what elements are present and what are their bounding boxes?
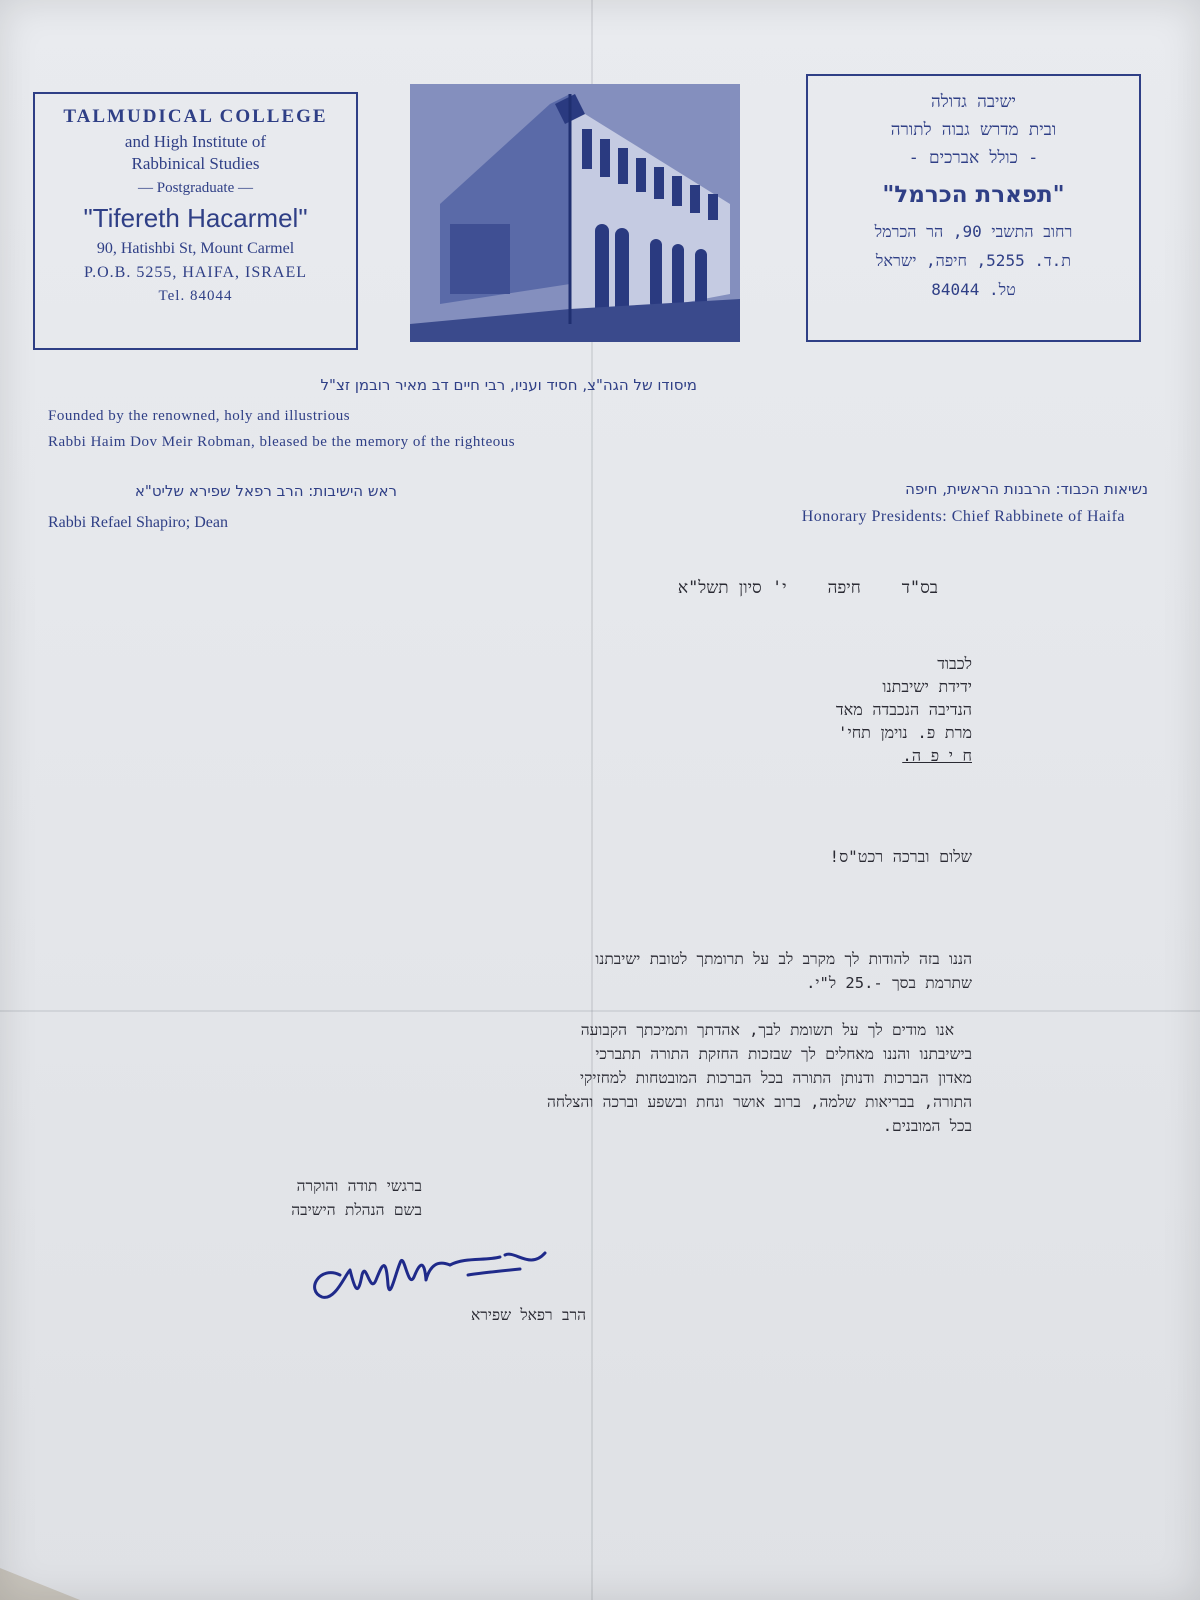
paragraph-line: שתרמת בסך -.25 ל"י. (806, 974, 972, 992)
letterhead-hebrew-box (806, 74, 1141, 342)
beit-midrash-line: ובית מדרש גבוה לתורה (890, 120, 1057, 140)
yeshiva-title: ישיבה גדולה (930, 92, 1017, 112)
folded-corner (0, 1568, 80, 1600)
paragraph-1 (595, 947, 972, 995)
founded-english-line2: Rabbi Haim Dov Meir Robman, bleased be the memory of the righteous (48, 434, 516, 450)
closing-block (291, 1174, 422, 1222)
address-line: מרת פ. נוימן תחי' (837, 723, 972, 742)
kollel-line: - כולל אברכים - (908, 148, 1039, 168)
letterhead-english-box (33, 92, 358, 350)
po-box-hebrew: ת.ד. 5255, חיפה, ישראל (875, 251, 1072, 270)
telephone: Tel. 84044 (158, 288, 233, 304)
recipient-address-block (836, 652, 972, 767)
studies-line: Rabbinical Studies (131, 154, 260, 173)
honorary-presidents-english: Honorary Presidents: Chief Rabbinete of Haifa (801, 508, 1125, 525)
college-title: TALMUDICAL COLLEGE (63, 106, 328, 127)
horizontal-fold-line (0, 1010, 1200, 1012)
handwritten-signature (300, 1235, 570, 1315)
address-line: ידידת ישיבתנו (882, 677, 972, 696)
dean-english: Rabbi Refael Shapiro; Dean (48, 514, 228, 531)
street-address: 90, Hatishbi St, Mount Carmel (96, 240, 295, 257)
paragraph-line: בכל המובנים. (882, 1117, 972, 1135)
signer-name: הרב רפאל שפירא (470, 1306, 586, 1324)
yeshiva-name-hebrew: "תפארת הכרמל" (882, 182, 1065, 208)
dateline: בס"ד חיפה י' סיון תשל"א (677, 578, 938, 598)
paragraph-line: בישיבתנו והננו מאחלים לך שבזכות החזקת התורה תתברכי (595, 1045, 972, 1063)
paragraph-2 (547, 1018, 972, 1138)
college-name: "Tifereth Hacarmel" (83, 203, 308, 233)
address-line: לכבוד (937, 654, 972, 673)
po-box: P.O.B. 5255, HAIFA, ISRAEL (83, 264, 308, 281)
building-illustration (410, 84, 740, 342)
telephone-hebrew: טל. 84044 (931, 280, 1016, 299)
closing-line: בשם הנהלת הישיבה (291, 1201, 422, 1219)
address-line-city: ח י פ ה. (902, 746, 972, 765)
paragraph-line: הננו בזה להודות לך מקרב לב על תרומתך לטובת ישיבתנו (595, 950, 972, 968)
closing-line: ברגשי תודה והוקרה (296, 1177, 422, 1195)
dean-hebrew: ראש הישיבות: הרב רפאל שפירא שליט"א (134, 482, 397, 500)
street-address-hebrew: רחוב התשבי 90, הר הכרמל (874, 222, 1073, 241)
founded-english-line1: Founded by the renowned, holy and illustrious (48, 408, 351, 424)
paragraph-line: אנו מודים לך על תשומת לבך, אהדתך ותמיכתך הקבועה (580, 1021, 954, 1039)
paragraph-line: התורה, בבריאות שלמה, ברוב אושר ונחת ובשפע וברכה והצלחה (546, 1093, 972, 1111)
institute-line: and High Institute of (124, 132, 267, 151)
paragraph-line: מאדון הברכות ודנותן התורה בכל הברכות המובטחות למחזיקי (579, 1069, 972, 1087)
founded-hebrew: מיסודו של הגה"צ, חסיד ועניו, רבי חיים דב מאיר רובמן זצ"ל (320, 376, 697, 394)
greeting: שלום וברכה רכט"ס! (829, 847, 972, 866)
honorary-presidents-hebrew: נשיאות הכבוד: הרבנות הראשית, חיפה (905, 480, 1148, 498)
postgraduate-line: — Postgraduate — (138, 180, 253, 196)
address-line: הנדיבה הנכבדה מאד (835, 700, 972, 719)
